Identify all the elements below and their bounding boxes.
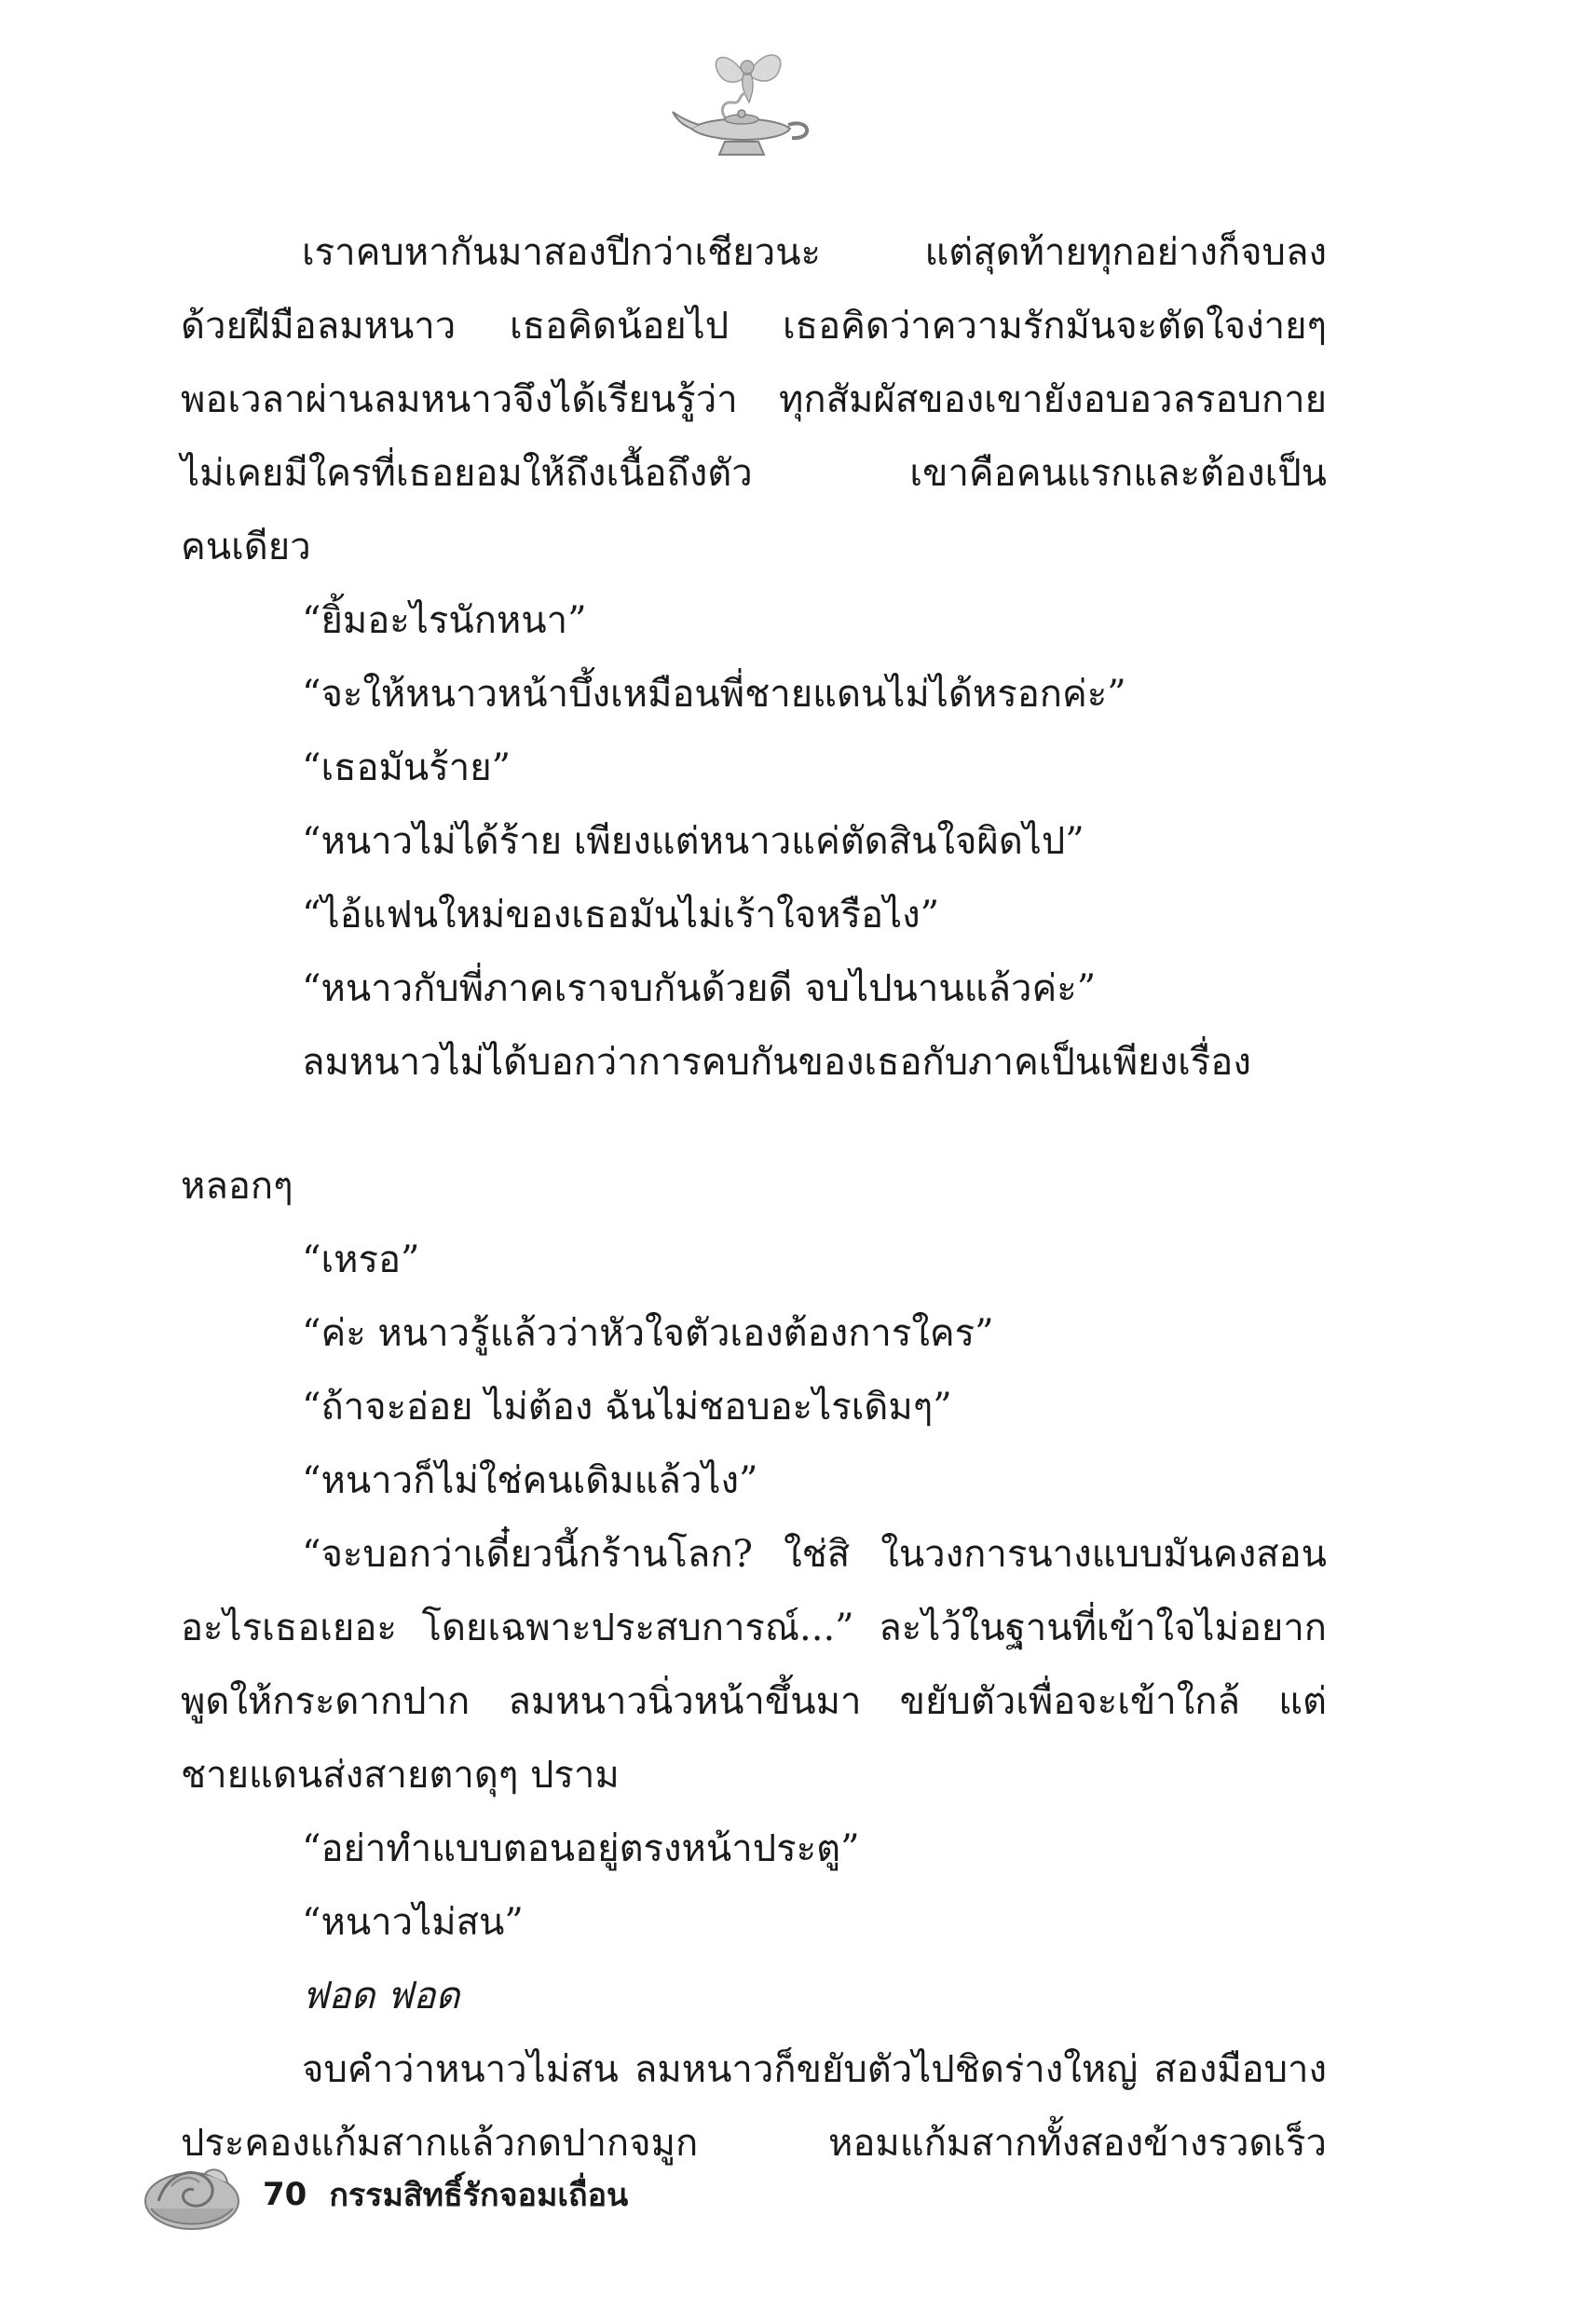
dialogue-line: “จะบอกว่าเดี๋ยวนี้กร้านโลก? ใช่สิ ในวงการนางแบบมันคงสอน — [302, 1533, 1327, 1576]
paragraph-line: พอเวลาผ่านลมหนาวจึงได้เรียนรู้ว่า ทุกสัมผัสของเขายังอบอวลรอบกาย — [181, 378, 1327, 421]
dialogue-line: “หนาวกับพี่ภาคเราจบกันด้วยดี จบไปนานแล้วค่ะ” — [302, 967, 1097, 1010]
paragraph-line: เราคบหากันมาสองปีกว่าเชียวนะ แต่สุดท้ายทุกอย่างก็จบลง — [302, 231, 1327, 274]
paragraph-line: ประคองแก้มสากแล้วกดปากจมูก หอมแก้มสากทั้งสองข้างรวดเร็ว — [181, 2122, 1327, 2165]
dialogue-line: “ไอ้แฟนใหม่ของเธอมันไม่เร้าใจหรือไง” — [302, 894, 940, 937]
paragraph-line: ลมหนาวไม่ได้บอกว่าการคบกันของเธอกับภาคเป็นเพียงเรื่อง — [302, 1041, 1251, 1084]
paragraph-line: คนเดียว — [181, 526, 311, 568]
dialogue-line: “ค่ะ หนาวรู้แล้วว่าหัวใจตัวเองต้องการใคร” — [302, 1312, 994, 1355]
paragraph-line: จบคำว่าหนาวไม่สน ลมหนาวก็ขยับตัวไปชิดร่างใหญ่ สองมือบาง — [302, 2048, 1327, 2091]
dialogue-line: “อย่าทำแบบตอนอยู่ตรงหน้าประตู” — [302, 1827, 860, 1870]
dialogue-line: “หนาวไม่ได้ร้าย เพียงแต่หนาวแค่ตัดสินใจผิดไป” — [302, 820, 1084, 863]
sound-effect-line: ฟอด ฟอด — [302, 1975, 460, 2017]
paragraph-line: ด้วยฝีมือลมหนาว เธอคิดน้อยไป เธอคิดว่าความรักมันจะตัดใจง่ายๆ — [181, 305, 1327, 348]
page-footer — [140, 2143, 628, 2246]
dialogue-line: “ถ้าจะอ่อย ไม่ต้อง ฉันไม่ชอบอะไรเดิมๆ” — [302, 1386, 952, 1429]
dialogue-line: “เหรอ” — [302, 1238, 420, 1281]
paragraph-line: ไม่เคยมีใครที่เธอยอมให้ถึงเนื้อถึงตัว เขาคือคนแรกและต้องเป็น — [181, 452, 1327, 495]
paragraph-line: พูดให้กระดากปาก ลมหนาวนิ่วหน้าขึ้นมา ขยับตัวเพื่อจะเข้าใกล้ แต่ — [181, 1680, 1327, 1723]
magic-lamp-fairy-icon — [671, 47, 820, 163]
rose-icon — [140, 2153, 242, 2236]
page-number: 70 — [263, 2176, 307, 2213]
dialogue-line: “ยิ้มอะไรนักหนา” — [302, 599, 587, 642]
paragraph-line: หลอกๆ — [181, 1165, 293, 1208]
paragraph-line: อะไรเธอเยอะ โดยเฉพาะประสบการณ์...” ละไว้ในฐานที่เข้าใจไม่อยาก — [181, 1607, 1327, 1649]
paragraph-line: ชายแดนส่งสายตาดุๆ ปราม — [181, 1754, 620, 1797]
dialogue-line: “จะให้หนาวหน้าบึ้งเหมือนพี่ชายแดนไม่ได้หรอกค่ะ” — [302, 673, 1126, 716]
dialogue-line: “เธอมันร้าย” — [302, 746, 512, 789]
dialogue-line: “หนาวก็ไม่ใช่คนเดิมแล้วไง” — [302, 1459, 758, 1502]
book-title: กรรมสิทธิ์รักจอมเถื่อน — [329, 2177, 629, 2214]
body-text — [181, 216, 1327, 2181]
dialogue-line: “หนาวไม่สน” — [302, 1901, 524, 1944]
